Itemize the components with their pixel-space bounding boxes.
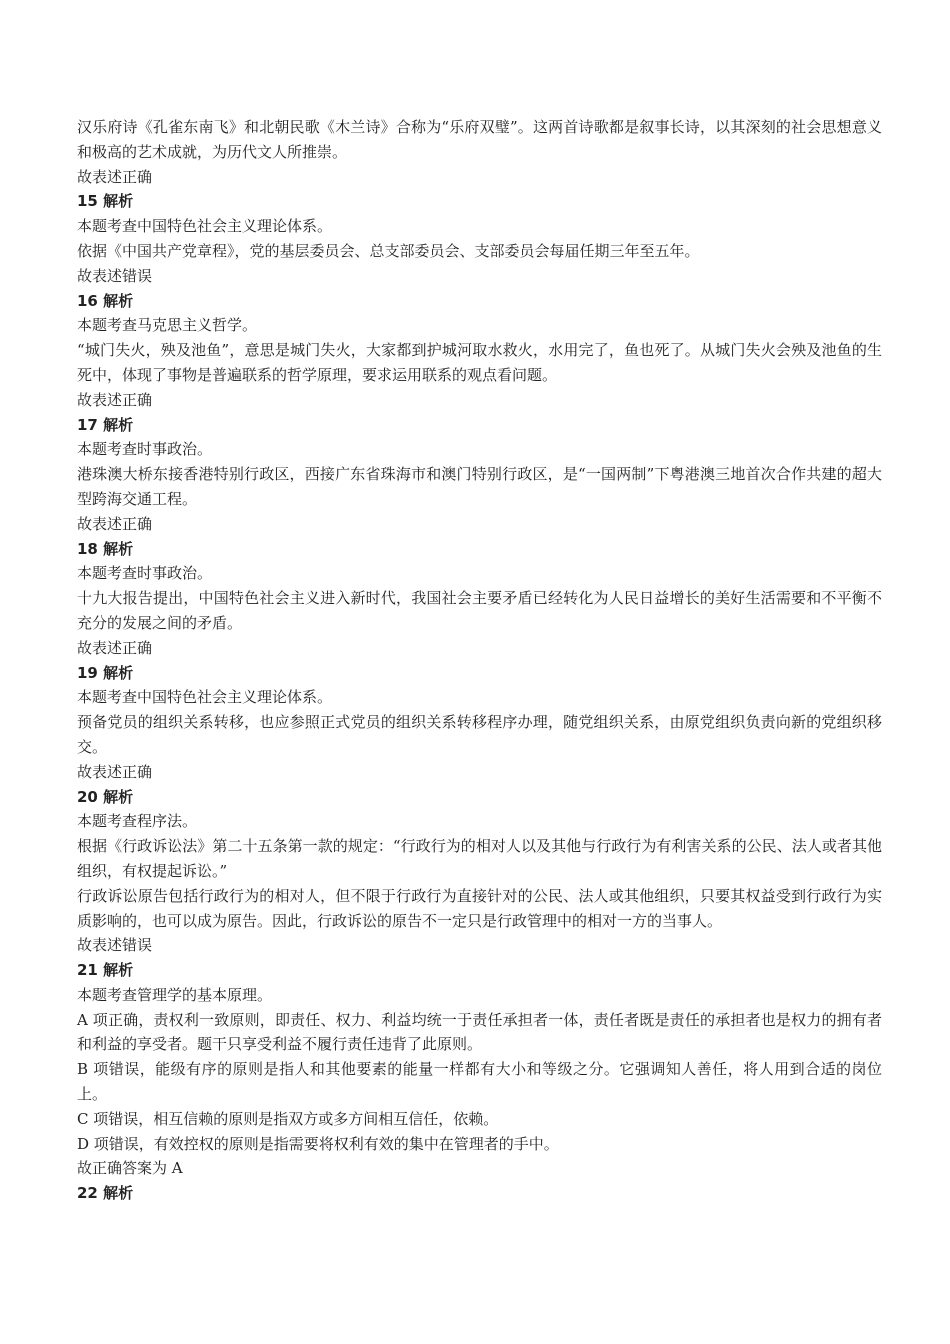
section-line: 故表述正确: [77, 390, 153, 409]
section-heading: 18 解析: [77, 539, 134, 558]
intro-conclusion: 故表述正确: [77, 167, 153, 186]
section-line: 故表述错误: [77, 266, 153, 285]
section-line: 故正确答案为 A: [77, 1159, 183, 1178]
section-heading: 19 解析: [77, 663, 134, 682]
section-line: 故表述正确: [77, 514, 153, 533]
section-line: 故表述正确: [77, 638, 153, 657]
section-line: 依据《中国共产党章程》，党的基层委员会、总支部委员会、支部委员会每届任期三年至五年。: [77, 241, 700, 260]
section-line: C 项错误，相互信赖的原则是指双方或多方间相互信任，依赖。: [77, 1109, 499, 1128]
section-line: 本题考查中国特色社会主义理论体系。: [77, 688, 333, 707]
document-body: [77, 115, 882, 1206]
section-line: 本题考查马克思主义哲学。: [77, 316, 258, 335]
section-line: 十九大报告提出，中国特色社会主义进入新时代，我国社会主要矛盾已经转化为人民日益增长的美好生活需要和不平衡不充分的发展之间的矛盾。: [77, 589, 882, 632]
section-heading: 17 解析: [77, 415, 134, 434]
section-line: 行政诉讼原告包括行政行为的相对人，但不限于行政行为直接针对的公民、法人或其他组织，只要其权益受到行政行为实质影响的，也可以成为原告。因此，行政诉讼的原告不一定只是行政管理中的相对一方的当事人。: [77, 886, 882, 930]
section-heading: 20 解析: [77, 787, 134, 806]
section-line: 本题考查管理学的基本原理。: [77, 985, 273, 1004]
section-line: 本题考查时事政治。: [77, 440, 213, 459]
section-line: D 项错误，有效控权的原则是指需要将权利有效的集中在管理者的手中。: [77, 1134, 559, 1153]
section-line: 港珠澳大桥东接香港特别行政区，西接广东省珠海市和澳门特别行政区，是“一国两制”下粤港澳三地首次合作共建的超大型跨海交通工程。: [77, 465, 882, 508]
section-line: A 项正确，责权利一致原则，即责任、权力、利益均统一于责任承担者一体，责任者既是责任的承担者也是权力的拥有者和利益的享受者。题干只享受利益不履行责任违背了此原则。: [77, 1010, 882, 1054]
section-heading: 21 解析: [77, 961, 134, 980]
section-line: 故表述正确: [77, 762, 153, 781]
section-line: 本题考查中国特色社会主义理论体系。: [77, 217, 333, 236]
section-line: 预备党员的组织关系转移，也应参照正式党员的组织关系转移程序办理，随党组织关系，由原党组织负责向新的党组织移交。: [77, 713, 882, 756]
section-heading: 22 解析: [77, 1184, 134, 1203]
section-line: 故表述错误: [77, 936, 153, 955]
section-line: 根据《行政诉讼法》第二十五条第一款的规定：“行政行为的相对人以及其他与行政行为有利害关系的公民、法人或者其他组织，有权提起诉讼。”: [77, 837, 882, 880]
section-line: “城门失火，殃及池鱼”，意思是城门失火，大家都到护城河取水救火，水用完了，鱼也死了。从城门失火会殃及池鱼的生死中，体现了事物是普遍联系的哲学原理，要求运用联系的观点看问题。: [77, 341, 882, 384]
section-line: B 项错误，能级有序的原则是指人和其他要素的能量一样都有大小和等级之分。它强调知人善任，将人用到合适的岗位上。: [77, 1060, 882, 1104]
intro-paragraph: 汉乐府诗《孔雀东南飞》和北朝民歌《木兰诗》合称为“乐府双璧”。这两首诗歌都是叙事长诗，以其深刻的社会思想意义和极高的艺术成就，为历代文人所推崇。: [77, 118, 882, 161]
section-line: 本题考查时事政治。: [77, 564, 213, 583]
section-line: 本题考查程序法。: [77, 812, 198, 831]
section-heading: 15 解析: [77, 192, 134, 211]
section-heading: 16 解析: [77, 291, 134, 310]
